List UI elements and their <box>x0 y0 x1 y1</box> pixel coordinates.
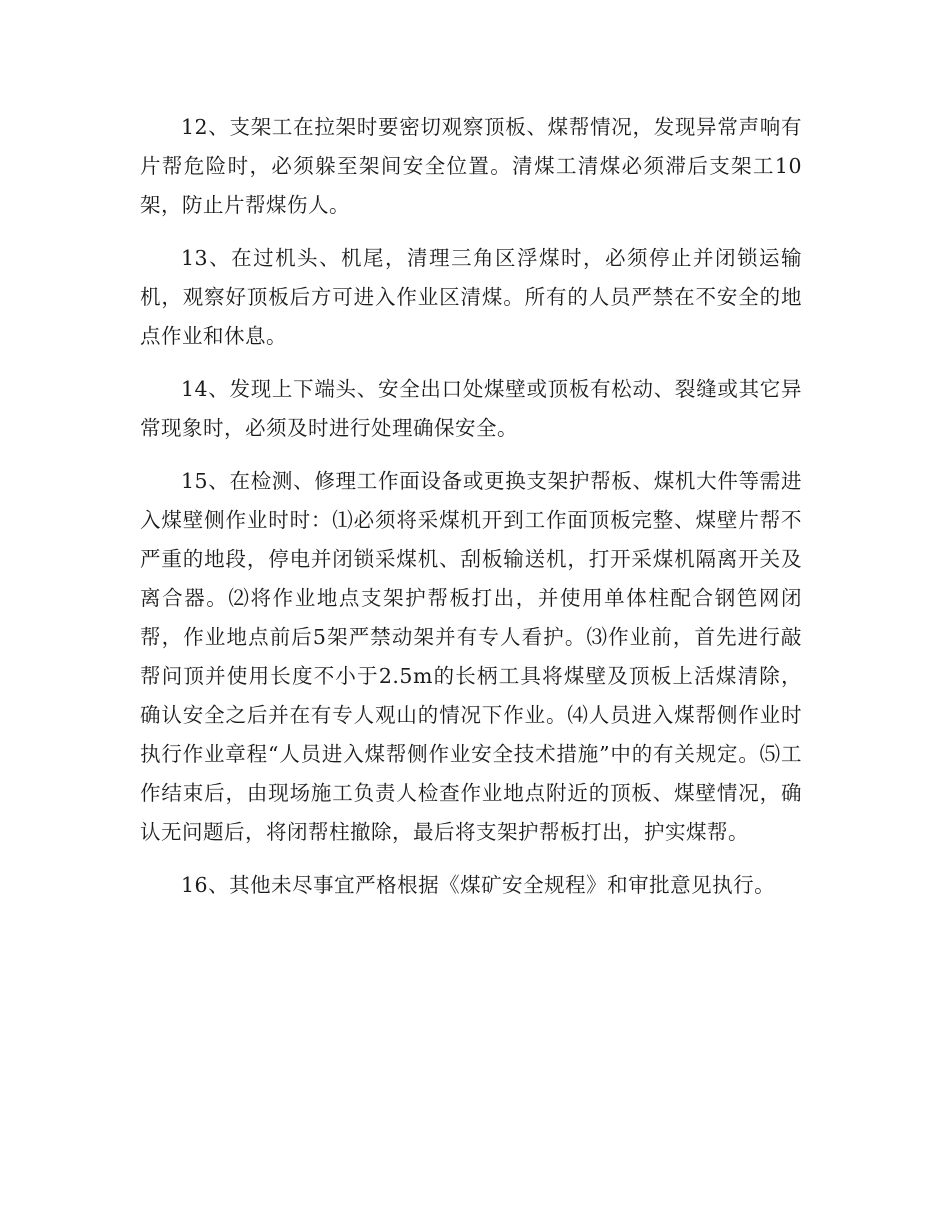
paragraph-12: 12、支架工在拉架时要密切观察顶板、煤帮情况，发现异常声响有片帮危险时，必须躲至架间安全位置。清煤工清煤必须滞后支架工10架，防止片帮煤伤人。 <box>140 115 802 217</box>
paragraph-13: 13、在过机头、机尾，清理三角区浮煤时，必须停止并闭锁运输机，观察好顶板后方可进入作业区清煤。所有的人员严禁在不安全的地点作业和休息。 <box>140 246 802 348</box>
paragraph-16: 16、其他未尽事宜严格根据《煤矿安全规程》和审批意见执行。 <box>181 873 776 897</box>
paragraph-14: 14、发现上下端头、安全出口处煤壁或顶板有松动、裂缝或其它异常现象时，必须及时进行处理确保安全。 <box>140 377 802 440</box>
document-body <box>140 108 802 919</box>
paragraph-15: 15、在检测、修理工作面设备或更换支架护帮板、煤机大件等需进入煤壁侧作业时时：⑴必须将采煤机开到工作面顶板完整、煤壁片帮不严重的地段，停电并闭锁采煤机、刮板输送机，打开采煤机隔离开关及离合器。⑵将作业地点支架护帮板打出，并使用单体柱配合钢笆网闭帮，作业地点前后5架严禁动架并有专人看护。⑶作业前，首先进行敲帮问顶并使用长度不小于2.5m的长柄工具将煤壁及顶板上活煤清除，确认安全之后并在有专人观山的情况下作业。⑷人员进入煤帮侧作业时执行作业章程“人员进入煤帮侧作业安全技术措施”中的有关规定。⑸工作结束后，由现场施工负责人检查作业地点附近的顶板、煤壁情况，确认无问题后，将闭帮柱撤除，最后将支架护帮板打出，护实煤帮。 <box>140 469 802 844</box>
